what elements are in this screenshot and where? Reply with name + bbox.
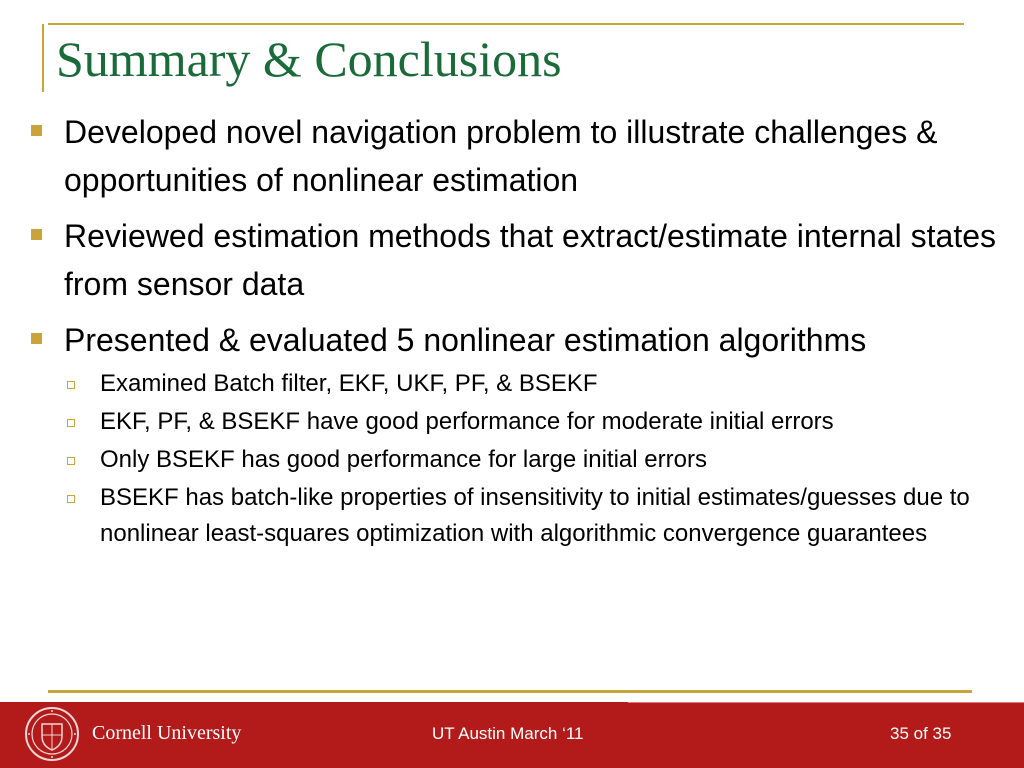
bullet-text: Presented & evaluated 5 nonlinear estimation algorithms (64, 322, 867, 358)
sub-bullet-item (64, 404, 1004, 440)
hollow-square-bullet-icon (67, 457, 75, 465)
sub-bullet-text: BSEKF has batch-like properties of insensitivity to initial estimates/guesses due to nonlinear least-squares optimization with algorithmic convergence guarantees (100, 484, 970, 547)
square-bullet-icon (31, 125, 42, 136)
footer-highlight-line (628, 702, 1024, 703)
bullet-item (24, 108, 1004, 204)
sub-bullet-text: Examined Batch filter, EKF, UKF, PF, & BSEKF (100, 370, 598, 397)
bullet-text: Developed novel navigation problem to illustrate challenges & opportunities of nonlinear estimation (64, 114, 938, 198)
footer-gold-line (48, 690, 972, 693)
bullet-item (24, 316, 1004, 552)
page-number: 35 of 35 (890, 724, 952, 743)
sub-bullet-text: EKF, PF, & BSEKF have good performance for moderate initial errors (100, 408, 834, 435)
sub-bullet-text: Only BSEKF has good performance for large initial errors (100, 446, 707, 473)
hollow-square-bullet-icon (67, 495, 75, 503)
bullet-item (24, 212, 1004, 308)
title-frame-horizontal-line (48, 23, 964, 25)
sub-bullet-item (64, 480, 1004, 552)
hollow-square-bullet-icon (67, 419, 75, 427)
footer-event-text: UT Austin March ‘11 (432, 724, 584, 743)
square-bullet-icon (31, 229, 42, 240)
sub-bullet-item (64, 442, 1004, 478)
bullet-list (24, 108, 1004, 560)
university-name: Cornell University (92, 722, 242, 744)
sub-bullet-list (64, 366, 1004, 552)
bullet-text: Reviewed estimation methods that extract/estimate internal states from sensor data (64, 218, 996, 302)
title-frame-vertical-line (42, 24, 44, 92)
slide-title: Summary & Conclusions (56, 31, 562, 87)
square-bullet-icon (31, 333, 42, 344)
hollow-square-bullet-icon (67, 381, 75, 389)
sub-bullet-item (64, 366, 1004, 402)
cornell-seal-icon (24, 706, 80, 762)
